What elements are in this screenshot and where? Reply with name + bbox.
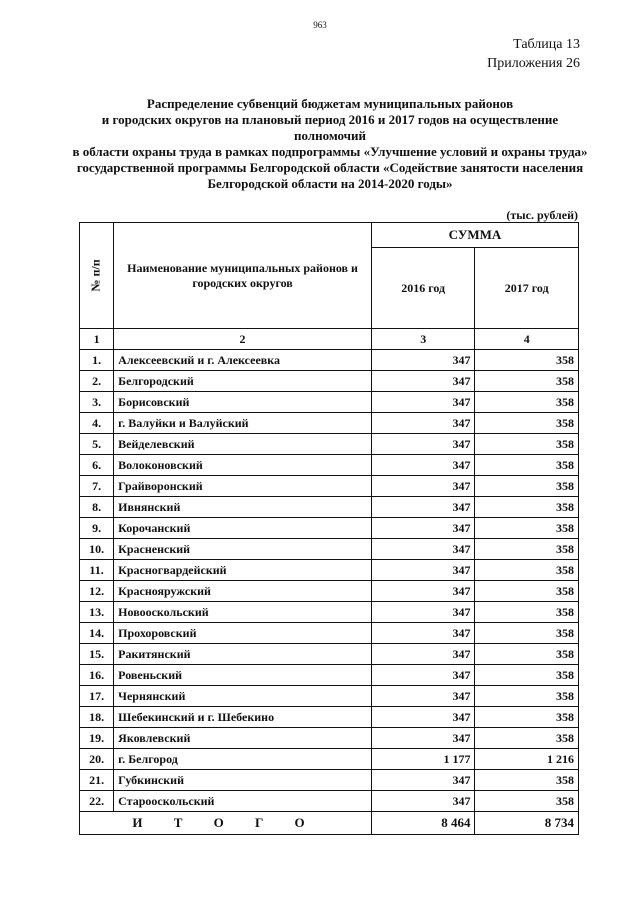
header-sum: СУММА: [371, 223, 578, 248]
row-number: 20.: [80, 749, 114, 770]
value-2017: 358: [475, 686, 579, 707]
district-name: г. Белгород: [114, 749, 372, 770]
value-2017: 358: [475, 623, 579, 644]
page-number: 963: [313, 20, 327, 30]
district-name: Новооскольский: [114, 602, 372, 623]
column-index-row: [80, 329, 579, 350]
district-name: Яковлевский: [114, 728, 372, 749]
value-2017: 358: [475, 560, 579, 581]
row-number: 14.: [80, 623, 114, 644]
value-2017: 358: [475, 644, 579, 665]
value-2016: 347: [371, 665, 475, 686]
row-number: 5.: [80, 434, 114, 455]
total-2017: 8 734: [475, 812, 579, 835]
table-row: [80, 350, 579, 371]
district-name: Белгородский: [114, 371, 372, 392]
column-index: 2: [114, 329, 372, 350]
value-2017: 358: [475, 476, 579, 497]
value-2017: 358: [475, 497, 579, 518]
district-name: г. Валуйки и Валуйский: [114, 413, 372, 434]
table-label: Таблица 13: [513, 37, 580, 52]
value-2017: 358: [475, 791, 579, 812]
row-number: 21.: [80, 770, 114, 791]
district-name: Красненский: [114, 539, 372, 560]
row-number: 18.: [80, 707, 114, 728]
value-2017: 358: [475, 371, 579, 392]
table-row: [80, 791, 579, 812]
value-2017: 358: [475, 350, 579, 371]
value-2016: 347: [371, 707, 475, 728]
value-2016: 347: [371, 392, 475, 413]
value-2016: 347: [371, 371, 475, 392]
district-name: Ровеньский: [114, 665, 372, 686]
table-row: [80, 623, 579, 644]
district-name: Чернянский: [114, 686, 372, 707]
district-name: Старооскольский: [114, 791, 372, 812]
row-number: 13.: [80, 602, 114, 623]
value-2016: 347: [371, 413, 475, 434]
value-2016: 347: [371, 623, 475, 644]
district-name: Корочанский: [114, 518, 372, 539]
table-row: [80, 728, 579, 749]
value-2016: 347: [371, 539, 475, 560]
value-2016: 347: [371, 770, 475, 791]
district-name: Борисовский: [114, 392, 372, 413]
district-name: Краснояружский: [114, 581, 372, 602]
table-body: [80, 350, 579, 812]
row-number: 12.: [80, 581, 114, 602]
total-label: И Т О Г О: [80, 812, 372, 835]
value-2016: 347: [371, 560, 475, 581]
column-index: 4: [475, 329, 579, 350]
table-row: [80, 686, 579, 707]
value-2016: 347: [371, 644, 475, 665]
row-number: 9.: [80, 518, 114, 539]
table-row: [80, 455, 579, 476]
district-name: Вейделевский: [114, 434, 372, 455]
value-2016: 347: [371, 602, 475, 623]
table-row: [80, 770, 579, 791]
units-label: (тыс. рублей): [506, 208, 578, 222]
value-2016: 347: [371, 434, 475, 455]
table-row: [80, 644, 579, 665]
row-number: 15.: [80, 644, 114, 665]
value-2017: 358: [475, 602, 579, 623]
table-row: [80, 707, 579, 728]
value-2016: 347: [371, 518, 475, 539]
value-2016: 347: [371, 686, 475, 707]
row-number: 6.: [80, 455, 114, 476]
district-name: Ивнянский: [114, 497, 372, 518]
table-row: [80, 749, 579, 770]
title-line: в области охраны труда в рамках подпрограммы «Улучшение условий и охраны труда»: [72, 144, 588, 159]
table-row: [80, 560, 579, 581]
header-2017: 2017 год: [475, 248, 579, 329]
title-line: и городских округов на плановый период 2016 и 2017 годов на осуществление полномочий: [101, 112, 559, 143]
document-title: [70, 96, 590, 192]
table-row: [80, 371, 579, 392]
total-row: [80, 812, 579, 835]
district-name: Красногвардейский: [114, 560, 372, 581]
row-number: 3.: [80, 392, 114, 413]
row-number: 1.: [80, 350, 114, 371]
value-2017: 358: [475, 665, 579, 686]
table-row: [80, 518, 579, 539]
value-2017: 358: [475, 707, 579, 728]
district-name: Волоконовский: [114, 455, 372, 476]
value-2016: 347: [371, 728, 475, 749]
district-name: Грайворонский: [114, 476, 372, 497]
title-line: Распределение субвенций бюджетам муниципальных районов: [146, 96, 514, 111]
value-2017: 358: [475, 728, 579, 749]
table-row: [80, 581, 579, 602]
value-2016: 347: [371, 455, 475, 476]
table-row: [80, 539, 579, 560]
value-2017: 358: [475, 581, 579, 602]
table-row: [80, 392, 579, 413]
value-2016: 1 177: [371, 749, 475, 770]
value-2016: 347: [371, 791, 475, 812]
row-number: 22.: [80, 791, 114, 812]
district-name: Губкинский: [114, 770, 372, 791]
row-number: 16.: [80, 665, 114, 686]
value-2017: 358: [475, 392, 579, 413]
value-2016: 347: [371, 581, 475, 602]
value-2017: 358: [475, 539, 579, 560]
value-2017: 358: [475, 434, 579, 455]
title-line: Белгородской области на 2014-2020 годы»: [207, 176, 453, 191]
total-2016: 8 464: [371, 812, 475, 835]
row-number: 10.: [80, 539, 114, 560]
row-number: 8.: [80, 497, 114, 518]
header-2016: 2016 год: [371, 248, 475, 329]
district-name: Шебекинский и г. Шебекино: [114, 707, 372, 728]
column-index: 1: [80, 329, 114, 350]
value-2016: 347: [371, 350, 475, 371]
table-row: [80, 602, 579, 623]
value-2017: 1 216: [475, 749, 579, 770]
subsidy-table: [79, 222, 579, 835]
appendix-label: Приложения 26: [487, 56, 580, 71]
table-row: [80, 665, 579, 686]
district-name: Прохоровский: [114, 623, 372, 644]
district-name: Алексеевский и г. Алексеевка: [114, 350, 372, 371]
value-2017: 358: [475, 455, 579, 476]
header-num-label: № п/п: [89, 259, 104, 292]
row-number: 17.: [80, 686, 114, 707]
table-row: [80, 497, 579, 518]
value-2017: 358: [475, 770, 579, 791]
table-row: [80, 413, 579, 434]
table-row: [80, 476, 579, 497]
value-2016: 347: [371, 476, 475, 497]
table-row: [80, 434, 579, 455]
value-2017: 358: [475, 518, 579, 539]
district-name: Ракитянский: [114, 644, 372, 665]
row-number: 7.: [80, 476, 114, 497]
row-number: 2.: [80, 371, 114, 392]
column-index: 3: [371, 329, 475, 350]
value-2017: 358: [475, 413, 579, 434]
header-name: Наименование муниципальных районов и городских округов: [114, 223, 372, 329]
row-number: 4.: [80, 413, 114, 434]
row-number: 19.: [80, 728, 114, 749]
header-num: [80, 223, 114, 329]
row-number: 11.: [80, 560, 114, 581]
value-2016: 347: [371, 497, 475, 518]
title-line: государственной программы Белгородской области «Содействие занятости населения: [76, 160, 584, 175]
